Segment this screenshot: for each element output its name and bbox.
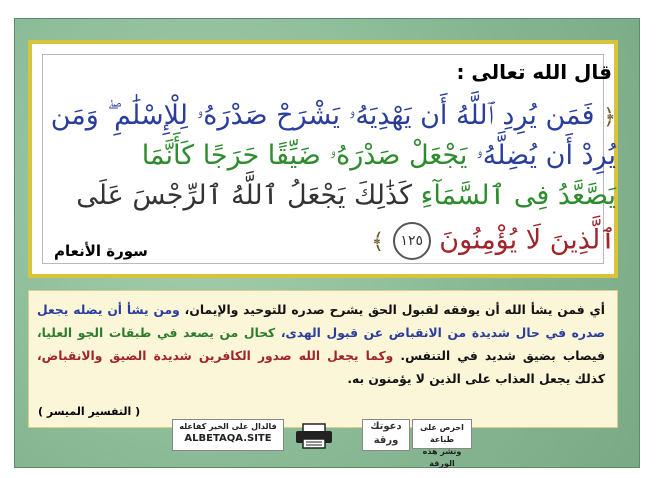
printer-icon [294, 423, 334, 449]
surah-name: سورة الأنعام [54, 242, 148, 260]
footer [172, 419, 472, 468]
footer-print-note [412, 419, 472, 468]
footer-print-note-line-1: احرص على طباعة [420, 423, 464, 444]
footer-motto: فالدال على الخير كفاعله [179, 422, 277, 431]
tafsir-text [37, 299, 605, 391]
footer-site-box [172, 419, 284, 451]
tafsir-sentence-2: ومن يشأ أن يضله يجعل صدره في حال شديدة من الانقباض عن قبول الهدى، [37, 303, 605, 340]
verse-line-2a: يُرِدْ أَن يُضِلَّهُۥ [475, 140, 616, 171]
verse-line-3b: كَذَٰلِكَ يَجْعَلُ ٱللَّهُ ٱلرِّجْسَ عَلَى [76, 180, 413, 211]
verse-line-3a: يَصَّعَّدُ فِى ٱلسَّمَآءِ [420, 180, 616, 211]
verse-line-1 [50, 100, 616, 132]
verse-line-4-text: ٱلَّذِينَ لَا يُؤْمِنُونَ [439, 224, 616, 256]
verse-line-3 [76, 180, 616, 211]
tafsir-sentence-3: كحال من يصعد في طبقات الجو العليا، [37, 326, 276, 340]
heading: قال الله تعالى : [456, 60, 612, 84]
footer-print-note-line-2: ونشر هذه الورقة [422, 447, 462, 468]
tafsir-sentence-1: أي فمن يشأ الله أن يوفقه لقبول الحق يشرح صدره للتوحيد والإيمان، [184, 303, 605, 317]
tafsir-sentence-4: فيصاب بضيق شديد في التنفس. [400, 349, 606, 363]
verse-line-4 [316, 222, 616, 260]
verse-line-2b: يَجْعَلْ صَدْرَهُۥ ضَيِّقًا حَرَجًا كَأَنَّمَا [141, 140, 468, 171]
verse-end-ornament-icon: ﴾ [371, 229, 385, 255]
verse-line-2 [80, 140, 616, 172]
verse-number-badge: ١٢٥ [393, 222, 431, 260]
tafsir-sentence-5: وكما يجعل الله صدور الكافرين شديدة الضيق والانقباض، [37, 349, 394, 363]
tafsir-source: ( التفسير الميسر ) [38, 405, 141, 418]
footer-site-url: ALBETAQA.SITE [184, 433, 272, 444]
footer-logo: دعوتك ورقة [362, 419, 410, 451]
verse-line-1-text: فَمَن يُرِدِ ٱللَّهُ أَن يَهْدِيَهُۥ يَشْرَحْ صَدْرَهُۥ لِلْإِسْلَٰمِ ۖ وَمَن [50, 100, 595, 131]
tafsir-sentence-6: كذلك يجعل العذاب على الذين لا يؤمنون به. [347, 372, 605, 386]
verse-start-ornament-icon: ﴿ [603, 105, 616, 130]
